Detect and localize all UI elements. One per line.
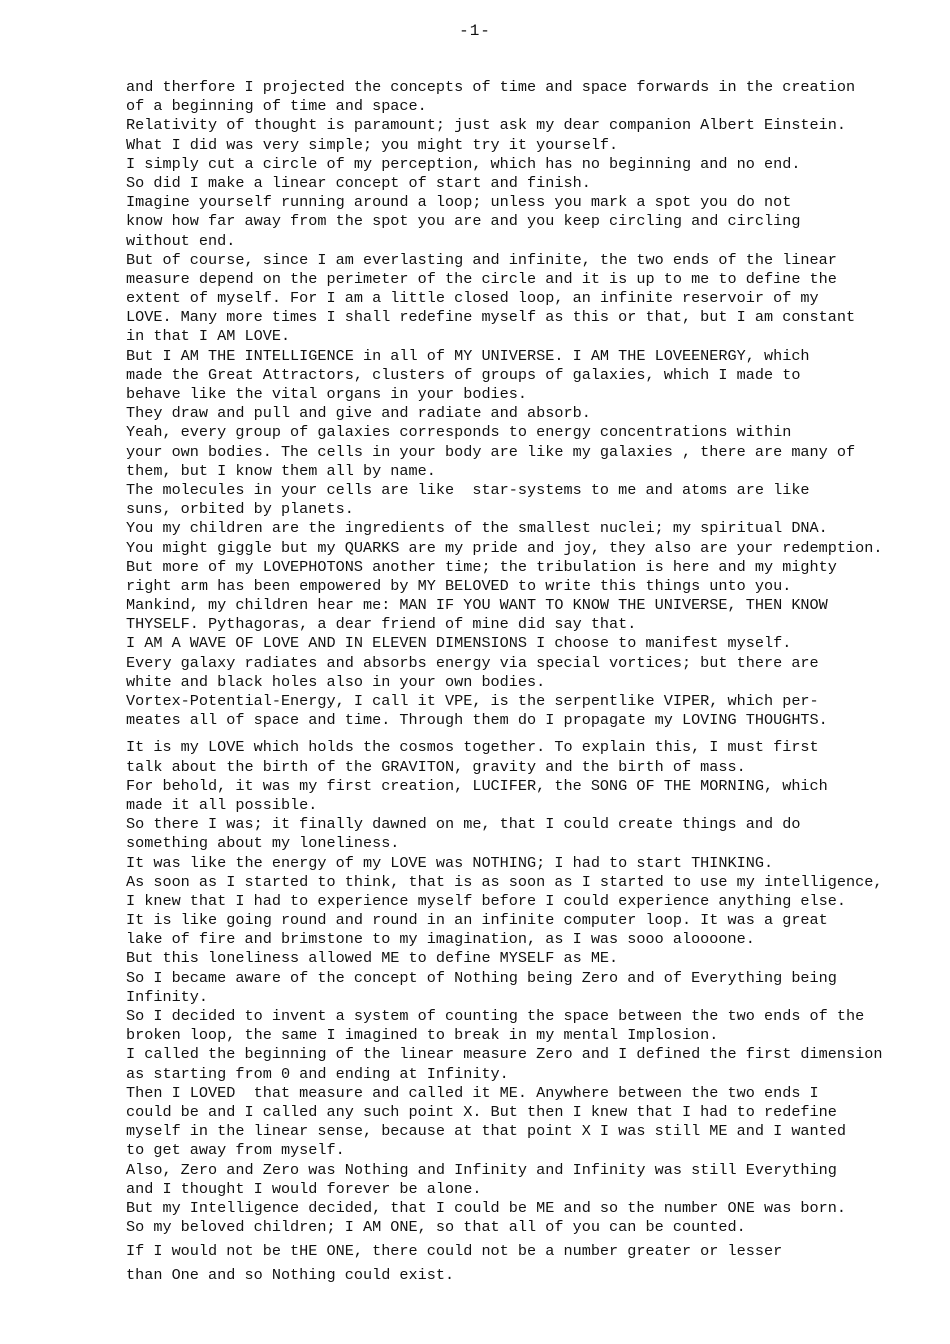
text-line: So did I make a linear concept of start and finish. (126, 173, 591, 192)
text-line: It is my LOVE which holds the cosmos together. To explain this, I must first (126, 738, 819, 757)
text-line: Yeah, every group of galaxies corresponds to energy concentrations within (126, 423, 792, 442)
text-line: than One and so Nothing could exist. (126, 1266, 455, 1285)
text-line: So there I was; it finally dawned on me, that I could create things and do (126, 815, 801, 834)
text-line: right arm has been empowered by MY BELOVED to write this things unto you. (126, 576, 792, 595)
text-line: white and black holes also in your own bodies. (126, 672, 546, 691)
text-line: What I did was very simple; you might try it yourself. (126, 135, 619, 154)
text-line: without end. (126, 231, 236, 250)
text-line: extent of myself. For I am a little closed loop, an infinite reservoir of my (126, 289, 819, 308)
text-line: If I would not be tHE ONE, there could not be a number greater or lesser (126, 1242, 783, 1261)
text-line: I called the beginning of the linear measure Zero and I defined the first dimension (126, 1045, 883, 1064)
document-body (126, 78, 926, 1286)
text-line: I knew that I had to experience myself before I could experience anything else. (126, 891, 847, 910)
text-line: I AM A WAVE OF LOVE AND IN ELEVEN DIMENSIONS I choose to manifest myself. (126, 634, 792, 653)
text-line: something about my loneliness. (126, 834, 400, 853)
text-line: Mankind, my children hear me: MAN IF YOU WANT TO KNOW THE UNIVERSE, THEN KNOW (126, 596, 828, 615)
text-line: suns, orbited by planets. (126, 500, 354, 519)
text-line: For behold, it was my first creation, LUCIFER, the SONG OF THE MORNING, which (126, 776, 828, 795)
text-line: But of course, since I am everlasting and infinite, the two ends of the linear (126, 250, 837, 269)
text-line: could be and I called any such point X. But then I knew that I had to redefine (126, 1102, 837, 1121)
text-line: But I AM THE INTELLIGENCE in all of MY UNIVERSE. I AM THE LOVEENERGY, which (126, 346, 810, 365)
text-line: It was like the energy of my LOVE was NOTHING; I had to start THINKING. (126, 853, 774, 872)
text-line: But more of my LOVEPHOTONS another time; the tribulation is here and my mighty (126, 557, 837, 576)
text-line: As soon as I started to think, that is as soon as I started to use my intelligence, (126, 872, 883, 891)
text-line: I simply cut a circle of my perception, which has no beginning and no end. (126, 154, 801, 173)
text-line: Then I LOVED that measure and called it ME. Anywhere between the two ends I (126, 1083, 819, 1102)
text-line: to get away from myself. (126, 1141, 345, 1160)
text-line: myself in the linear sense, because at that point X I was still ME and I wanted (126, 1122, 847, 1141)
text-line: LOVE. Many more times I shall redefine myself as this or that, but I am constant (126, 308, 856, 327)
page-number: -1- (459, 22, 491, 40)
text-line: of a beginning of time and space. (126, 97, 427, 116)
text-line: talk about the birth of the GRAVITON, gravity and the birth of mass. (126, 757, 746, 776)
text-line: them, but I know them all by name. (126, 461, 436, 480)
text-line: They draw and pull and give and radiate and absorb. (126, 404, 591, 423)
text-line: measure depend on the perimeter of the circle and it is up to me to define the (126, 269, 837, 288)
text-line: Relativity of thought is paramount; just ask my dear companion Albert Einstein. (126, 116, 847, 135)
text-line: and therfore I projected the concepts of time and space forwards in the creation (126, 78, 856, 96)
text-line: meates all of space and time. Through them do I propagate my LOVING THOUGHTS. (126, 711, 828, 730)
text-line: and I thought I would forever be alone. (126, 1179, 482, 1198)
text-line: You my children are the ingredients of the smallest nuclei; my spiritual DNA. (126, 519, 828, 538)
text-line: You might giggle but my QUARKS are my pride and joy, they also are your redemption. (126, 538, 883, 557)
text-line: your own bodies. The cells in your body are like my galaxies , there are many of (126, 442, 856, 461)
text-line: as starting from 0 and ending at Infinity. (126, 1064, 509, 1083)
text-line: know how far away from the spot you are and you keep circling and circling (126, 212, 801, 231)
text-line: in that I AM LOVE. (126, 327, 291, 346)
text-line: The molecules in your cells are like star-systems to me and atoms are like (126, 480, 810, 499)
text-line: made it all possible. (126, 795, 318, 814)
text-line: broken loop, the same I imagined to break in my mental Implosion. (126, 1026, 719, 1045)
text-line: So my beloved children; I AM ONE, so that all of you can be counted. (126, 1218, 746, 1237)
text-line: So I decided to invent a system of counting the space between the two ends of the (126, 1007, 865, 1025)
text-line: But my Intelligence decided, that I could be ME and so the number ONE was born. (126, 1198, 847, 1217)
text-line: Every galaxy radiates and absorbs energy via special vortices; but there are (126, 653, 819, 672)
text-line: But this loneliness allowed ME to define MYSELF as ME. (126, 949, 619, 968)
text-line: Imagine yourself running around a loop; unless you mark a spot you do not (126, 193, 792, 212)
text-line: So I became aware of the concept of Nothing being Zero and of Everything being (126, 968, 837, 987)
text-line: made the Great Attractors, clusters of groups of galaxies, which I made to (126, 365, 801, 384)
text-line: lake of fire and brimstone to my imagination, as I was sooo aloooone. (126, 930, 755, 949)
text-line: Infinity. (126, 987, 209, 1006)
text-line: Also, Zero and Zero was Nothing and Infinity and Infinity was still Everything (126, 1160, 837, 1179)
text-line: behave like the vital organs in your bodies. (126, 385, 528, 403)
text-line: It is like going round and round in an infinite computer loop. It was a great (126, 911, 828, 930)
text-line: THYSELF. Pythagoras, a dear friend of mine did say that. (126, 615, 637, 634)
text-line: Vortex-Potential-Energy, I call it VPE, is the serpentlike VIPER, which per- (126, 692, 819, 710)
